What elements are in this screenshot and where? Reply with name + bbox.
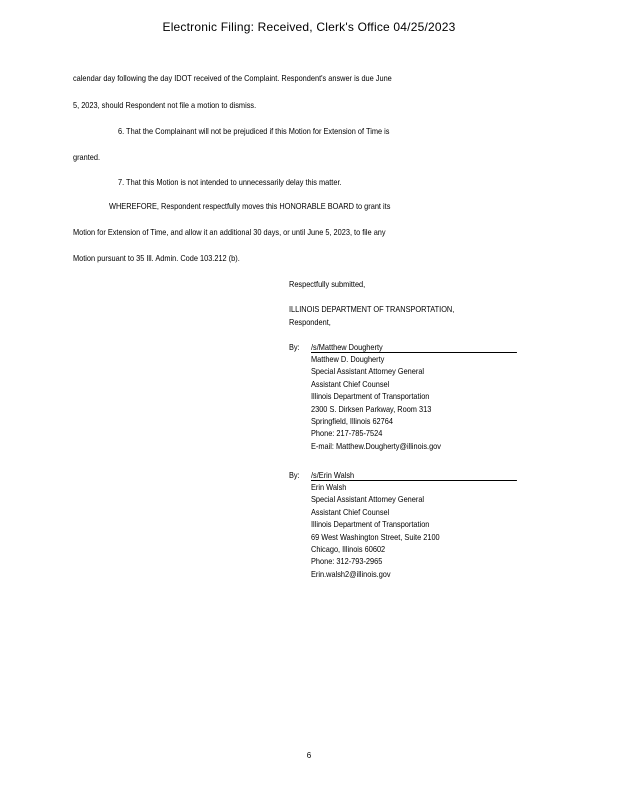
attorney-department: Illinois Department of Transportation bbox=[311, 519, 430, 530]
attorney-phone: Phone: 312-793-2965 bbox=[311, 556, 383, 567]
attorney-title: Special Assistant Attorney General bbox=[311, 366, 425, 377]
attorney-details bbox=[311, 481, 440, 579]
party-name: ILLINOIS DEPARTMENT OF TRANSPORTATION, bbox=[289, 304, 455, 314]
wherefore-clause-line-2: Motion for Extension of Time, and allow it an additional 30 days, or until June 5, 2023, to file any bbox=[73, 227, 386, 237]
attorney-phone: Phone: 217-785-7524 bbox=[311, 428, 383, 439]
signature-block-walsh bbox=[289, 469, 553, 589]
attorney-name: Matthew D. Dougherty bbox=[311, 354, 385, 364]
by-label: By: bbox=[289, 470, 300, 480]
respectfully-submitted: Respectfully submitted, bbox=[289, 279, 366, 289]
attorney-details bbox=[311, 353, 441, 451]
signature-line: /s/Erin Walsh bbox=[311, 469, 517, 481]
attorney-address: 2300 S. Dirksen Parkway, Room 313 bbox=[311, 403, 432, 414]
filing-header: Electronic Filing: Received, Clerk's Office 04/25/2023 bbox=[162, 20, 456, 34]
attorney-name: Erin Walsh bbox=[311, 482, 347, 492]
party-role: Respondent, bbox=[289, 317, 331, 327]
body-line-2: 5, 2023, should Respondent not file a motion to dismiss. bbox=[73, 100, 257, 110]
signature-line: /s/Matthew Dougherty bbox=[311, 341, 517, 353]
paragraph-7: 7. That this Motion is not intended to unnecessarily delay this matter. bbox=[118, 177, 342, 187]
attorney-department: Illinois Department of Transportation bbox=[311, 391, 430, 402]
attorney-address: 69 West Washington Street, Suite 2100 bbox=[311, 531, 440, 542]
by-label: By: bbox=[289, 342, 300, 352]
signature-block-dougherty bbox=[289, 341, 553, 461]
attorney-position: Assistant Chief Counsel bbox=[311, 378, 390, 389]
attorney-city: Springfield, Illinois 62764 bbox=[311, 415, 393, 426]
wherefore-clause: WHEREFORE, Respondent respectfully moves this HONORABLE BOARD to grant its bbox=[109, 201, 391, 211]
paragraph-6: 6. That the Complainant will not be prejudiced if this Motion for Extension of Time is bbox=[118, 126, 390, 136]
attorney-title: Special Assistant Attorney General bbox=[311, 494, 425, 505]
paragraph-6-continued: granted. bbox=[73, 152, 101, 162]
attorney-email[interactable]: Erin.walsh2@illinois.gov bbox=[311, 568, 391, 579]
wherefore-clause-line-3: Motion pursuant to 35 Ill. Admin. Code 103.212 (b). bbox=[73, 253, 240, 263]
attorney-city: Chicago, Illinois 60602 bbox=[311, 543, 386, 554]
page-number: 6 bbox=[306, 751, 312, 760]
attorney-email[interactable]: E-mail: Matthew.Dougherty@illinois.gov bbox=[311, 440, 441, 451]
attorney-position: Assistant Chief Counsel bbox=[311, 506, 390, 517]
body-line-1: calendar day following the day IDOT received of the Complaint. Respondent's answer is due June bbox=[73, 73, 392, 83]
